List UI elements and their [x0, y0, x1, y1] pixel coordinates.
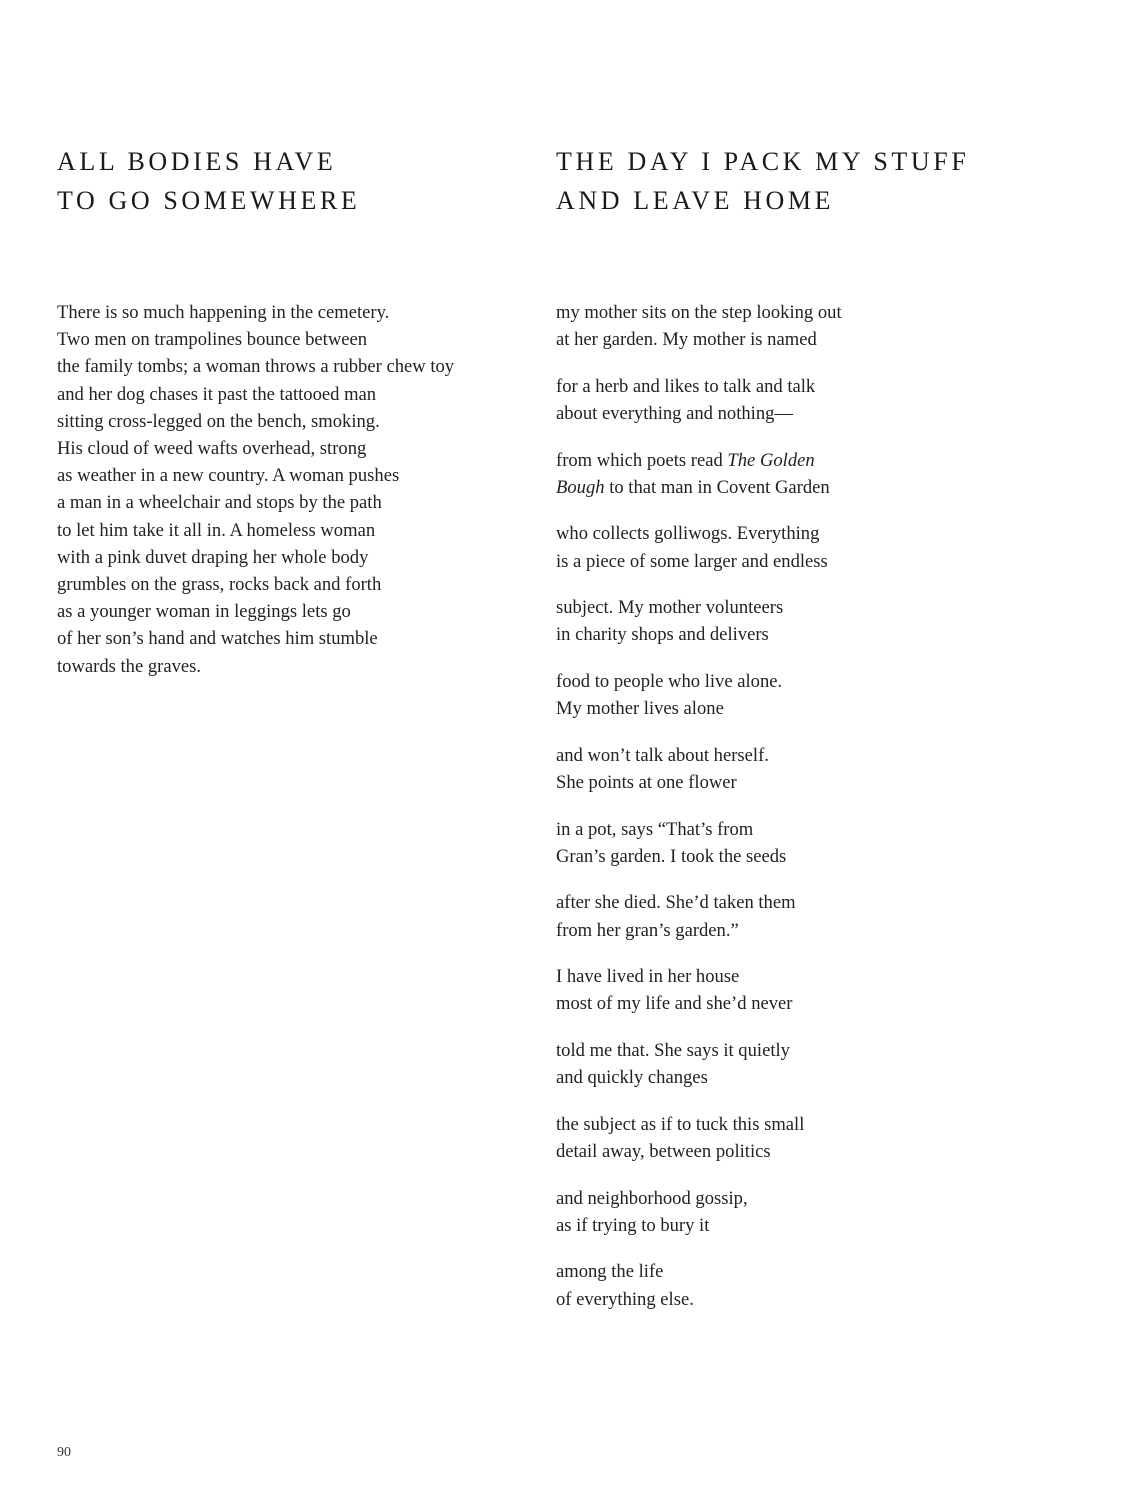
poem-line: the family tombs; a woman throws a rubber chew toy: [57, 356, 455, 378]
poem-line: is a piece of some larger and endless: [556, 550, 828, 572]
page-number: 90: [57, 1445, 71, 1460]
stanza: [556, 447, 1076, 501]
book-title-italic: The Golden: [727, 449, 815, 471]
stanza: [556, 963, 1076, 1017]
poem-line: detail away, between politics: [556, 1140, 771, 1162]
poem-line: of her son’s hand and watches him stumble: [57, 628, 378, 650]
poem-line: sitting cross-legged on the bench, smoking.: [57, 410, 380, 432]
poem-title: [57, 142, 527, 220]
poem-line: I have lived in her house: [556, 966, 740, 988]
poem-line: subject. My mother volunteers: [556, 597, 784, 619]
line-text: to that man in Covent Garden: [604, 476, 830, 498]
stanza: [556, 1258, 1076, 1312]
poem-line: as weather in a new country. A woman pushes: [57, 465, 400, 487]
poem-line: and won’t talk about herself.: [556, 744, 769, 766]
poem-line: from her gran’s garden.”: [556, 919, 739, 941]
poem-line: the subject as if to tuck this small: [556, 1113, 805, 1135]
poem-title-line: AND LEAVE HOME: [556, 186, 835, 215]
stanza: [556, 373, 1076, 427]
poem-the-day-i-pack-my-stuff: [556, 142, 1076, 1313]
stanza: [556, 816, 1076, 870]
stanza: [556, 1111, 1076, 1165]
poem-line: My mother lives alone: [556, 698, 724, 720]
poem-line: to let him take it all in. A homeless woman: [57, 519, 376, 541]
poem-line: among the life: [556, 1261, 664, 1283]
poem-line: with a pink duvet draping her whole body: [57, 546, 369, 568]
poem-body: [556, 299, 1076, 1313]
stanza: [556, 594, 1076, 648]
poem-body: [57, 299, 527, 680]
poem-line: His cloud of weed wafts overhead, strong: [57, 438, 367, 460]
book-title-italic: Bough: [556, 476, 605, 498]
poem-all-bodies-have-to-go-somewhere: [57, 142, 527, 680]
poem-line: grumbles on the grass, rocks back and forth: [57, 574, 382, 596]
stanza: [556, 889, 1076, 943]
poem-line: a man in a wheelchair and stops by the path: [57, 492, 382, 514]
line-text: from which poets read: [556, 449, 728, 471]
poem-line: food to people who live alone.: [556, 670, 783, 692]
poem-title: [556, 142, 1076, 220]
poem-line: as a younger woman in leggings lets go: [57, 601, 351, 623]
poem-line: at her garden. My mother is named: [556, 329, 817, 351]
stanza: [556, 1037, 1076, 1091]
poem-line: Two men on trampolines bounce between: [57, 329, 368, 351]
poem-line: most of my life and she’d never: [556, 993, 793, 1015]
stanza: [556, 742, 1076, 796]
poem-line: after she died. She’d taken them: [556, 892, 796, 914]
stanza: [556, 1185, 1076, 1239]
stanza: [556, 520, 1076, 574]
poem-line: in a pot, says “That’s from: [556, 818, 754, 840]
poem-line: [556, 474, 1076, 501]
poem-line: about everything and nothing—: [556, 403, 794, 424]
poem-line: as if trying to bury it: [556, 1214, 710, 1236]
poem-title-line: TO GO SOMEWHERE: [57, 186, 361, 215]
poem-line: told me that. She says it quietly: [556, 1039, 790, 1061]
poem-line: in charity shops and delivers: [556, 624, 769, 646]
poem-line: towards the graves.: [57, 655, 202, 677]
poem-line: She points at one flower: [556, 771, 737, 793]
poem-line: [556, 447, 1076, 474]
poem-line: There is so much happening in the cemetery.: [57, 302, 390, 323]
poem-line: and neighborhood gossip,: [556, 1187, 748, 1209]
stanza: [556, 668, 1076, 722]
poem-line: and her dog chases it past the tattooed man: [57, 383, 377, 405]
poem-line: of everything else.: [556, 1288, 694, 1310]
poem-line: my mother sits on the step looking out: [556, 302, 842, 323]
poem-line: Gran’s garden. I took the seeds: [556, 845, 787, 867]
poem-title-line: THE DAY I PACK MY STUFF: [556, 147, 970, 176]
poem-line: for a herb and likes to talk and talk: [556, 375, 816, 397]
stanza: [556, 299, 1076, 353]
poem-line: and quickly changes: [556, 1067, 708, 1089]
poem-title-line: ALL BODIES HAVE: [57, 147, 337, 176]
poem-line: who collects golliwogs. Everything: [556, 523, 820, 545]
